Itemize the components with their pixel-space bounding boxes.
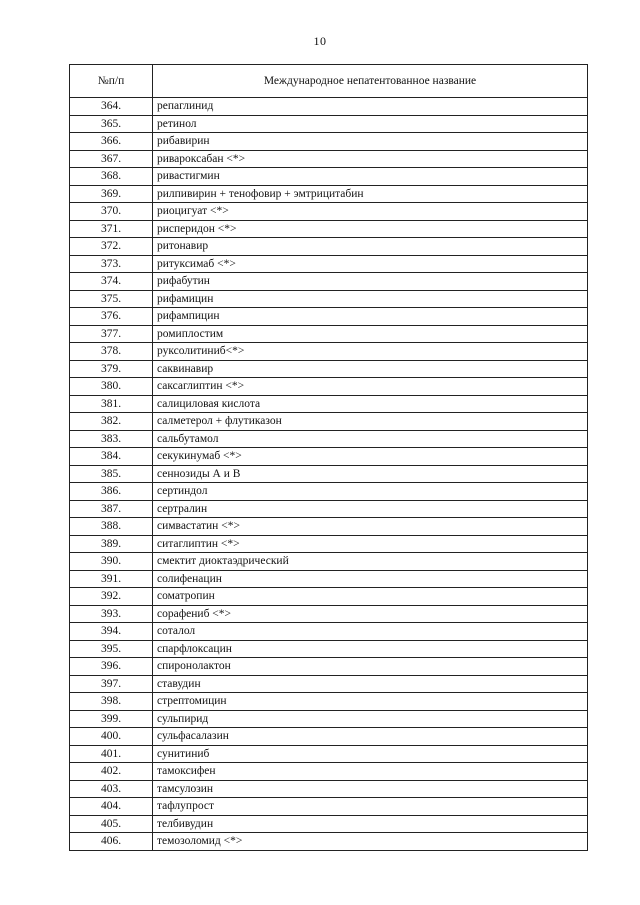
drug-name: салметерол + флутиказон <box>153 413 588 431</box>
table-row <box>70 203 588 221</box>
row-number: 383. <box>70 430 153 448</box>
row-number: 388. <box>70 518 153 536</box>
table-row <box>70 290 588 308</box>
table-row <box>70 763 588 781</box>
table-row <box>70 658 588 676</box>
table-row <box>70 833 588 851</box>
row-number: 401. <box>70 745 153 763</box>
table-row <box>70 255 588 273</box>
drug-name: рисперидон <*> <box>153 220 588 238</box>
drug-name: сунитиниб <box>153 745 588 763</box>
table-header-row <box>70 65 588 98</box>
table-body <box>70 98 588 851</box>
row-number: 378. <box>70 343 153 361</box>
table-row <box>70 728 588 746</box>
table-row <box>70 605 588 623</box>
column-header-name: Международное непатентованное название <box>153 65 588 98</box>
row-number: 377. <box>70 325 153 343</box>
row-number: 400. <box>70 728 153 746</box>
drug-name: сертиндол <box>153 483 588 501</box>
table-row <box>70 675 588 693</box>
table-row <box>70 273 588 291</box>
page-number: 10 <box>313 34 327 48</box>
row-number: 385. <box>70 465 153 483</box>
row-number: 365. <box>70 115 153 133</box>
table-row <box>70 185 588 203</box>
drug-name: сертралин <box>153 500 588 518</box>
drug-name: саксаглиптин <*> <box>153 378 588 396</box>
drug-name: сульфасалазин <box>153 728 588 746</box>
row-number: 390. <box>70 553 153 571</box>
row-number: 369. <box>70 185 153 203</box>
drug-name: телбивудин <box>153 815 588 833</box>
row-number: 371. <box>70 220 153 238</box>
table-row <box>70 693 588 711</box>
row-number: 389. <box>70 535 153 553</box>
row-number: 394. <box>70 623 153 641</box>
row-number: 382. <box>70 413 153 431</box>
row-number: 393. <box>70 605 153 623</box>
row-number: 376. <box>70 308 153 326</box>
drug-name: тамсулозин <box>153 780 588 798</box>
row-number: 381. <box>70 395 153 413</box>
row-number: 395. <box>70 640 153 658</box>
drug-name: ромиплостим <box>153 325 588 343</box>
table-row <box>70 553 588 571</box>
table-row <box>70 483 588 501</box>
table-row <box>70 640 588 658</box>
table-row <box>70 98 588 116</box>
row-number: 374. <box>70 273 153 291</box>
row-number: 404. <box>70 798 153 816</box>
row-number: 402. <box>70 763 153 781</box>
table-row <box>70 798 588 816</box>
drug-name: солифенацин <box>153 570 588 588</box>
row-number: 399. <box>70 710 153 728</box>
row-number: 392. <box>70 588 153 606</box>
row-number: 364. <box>70 98 153 116</box>
row-number: 367. <box>70 150 153 168</box>
drug-name: спиронолактон <box>153 658 588 676</box>
drug-table <box>69 64 588 851</box>
drug-name: ситаглиптин <*> <box>153 535 588 553</box>
table-row <box>70 588 588 606</box>
table-row <box>70 780 588 798</box>
table-row <box>70 448 588 466</box>
table-row <box>70 710 588 728</box>
row-number: 403. <box>70 780 153 798</box>
table-row <box>70 413 588 431</box>
row-number: 386. <box>70 483 153 501</box>
drug-name: спарфлоксацин <box>153 640 588 658</box>
drug-name: руксолитиниб<*> <box>153 343 588 361</box>
drug-name: ставудин <box>153 675 588 693</box>
drug-name: сульпирид <box>153 710 588 728</box>
row-number: 396. <box>70 658 153 676</box>
table-row <box>70 500 588 518</box>
drug-name: тафлупрост <box>153 798 588 816</box>
drug-name: рифампицин <box>153 308 588 326</box>
row-number: 375. <box>70 290 153 308</box>
drug-name: смектит диоктаэдрический <box>153 553 588 571</box>
row-number: 370. <box>70 203 153 221</box>
row-number: 398. <box>70 693 153 711</box>
row-number: 391. <box>70 570 153 588</box>
table-row <box>70 150 588 168</box>
table-row <box>70 518 588 536</box>
drug-name: рифабутин <box>153 273 588 291</box>
row-number: 379. <box>70 360 153 378</box>
table-row <box>70 570 588 588</box>
drug-name: рифамицин <box>153 290 588 308</box>
drug-name: секукинумаб <*> <box>153 448 588 466</box>
drug-name: ретинол <box>153 115 588 133</box>
drug-name: саквинавир <box>153 360 588 378</box>
table-row <box>70 360 588 378</box>
drug-name: соталол <box>153 623 588 641</box>
row-number: 397. <box>70 675 153 693</box>
drug-name: соматропин <box>153 588 588 606</box>
drug-name: репаглинид <box>153 98 588 116</box>
table-row <box>70 220 588 238</box>
drug-name: ривароксабан <*> <box>153 150 588 168</box>
row-number: 406. <box>70 833 153 851</box>
table-row <box>70 133 588 151</box>
drug-name: салициловая кислота <box>153 395 588 413</box>
table-row <box>70 378 588 396</box>
table-row <box>70 238 588 256</box>
row-number: 373. <box>70 255 153 273</box>
table-row <box>70 465 588 483</box>
drug-name: ритуксимаб <*> <box>153 255 588 273</box>
drug-name: сальбутамол <box>153 430 588 448</box>
row-number: 366. <box>70 133 153 151</box>
drug-name: стрептомицин <box>153 693 588 711</box>
table-row <box>70 623 588 641</box>
drug-name: рилпивирин + тенофовир + эмтрицитабин <box>153 185 588 203</box>
row-number: 405. <box>70 815 153 833</box>
drug-name: симвастатин <*> <box>153 518 588 536</box>
row-number: 380. <box>70 378 153 396</box>
row-number: 384. <box>70 448 153 466</box>
drug-name: темозоломид <*> <box>153 833 588 851</box>
table-row <box>70 325 588 343</box>
table-row <box>70 168 588 186</box>
table-row <box>70 745 588 763</box>
row-number: 372. <box>70 238 153 256</box>
drug-name: сеннозиды А и В <box>153 465 588 483</box>
table-row <box>70 430 588 448</box>
drug-name: рибавирин <box>153 133 588 151</box>
drug-name: ритонавир <box>153 238 588 256</box>
drug-name: риоцигуат <*> <box>153 203 588 221</box>
table-row <box>70 815 588 833</box>
table-row <box>70 535 588 553</box>
table-row <box>70 395 588 413</box>
drug-name: сорафениб <*> <box>153 605 588 623</box>
table-row <box>70 115 588 133</box>
table-row <box>70 308 588 326</box>
row-number: 368. <box>70 168 153 186</box>
table-row <box>70 343 588 361</box>
drug-name: тамоксифен <box>153 763 588 781</box>
row-number: 387. <box>70 500 153 518</box>
column-header-number: №п/п <box>70 65 153 98</box>
drug-name: ривастигмин <box>153 168 588 186</box>
